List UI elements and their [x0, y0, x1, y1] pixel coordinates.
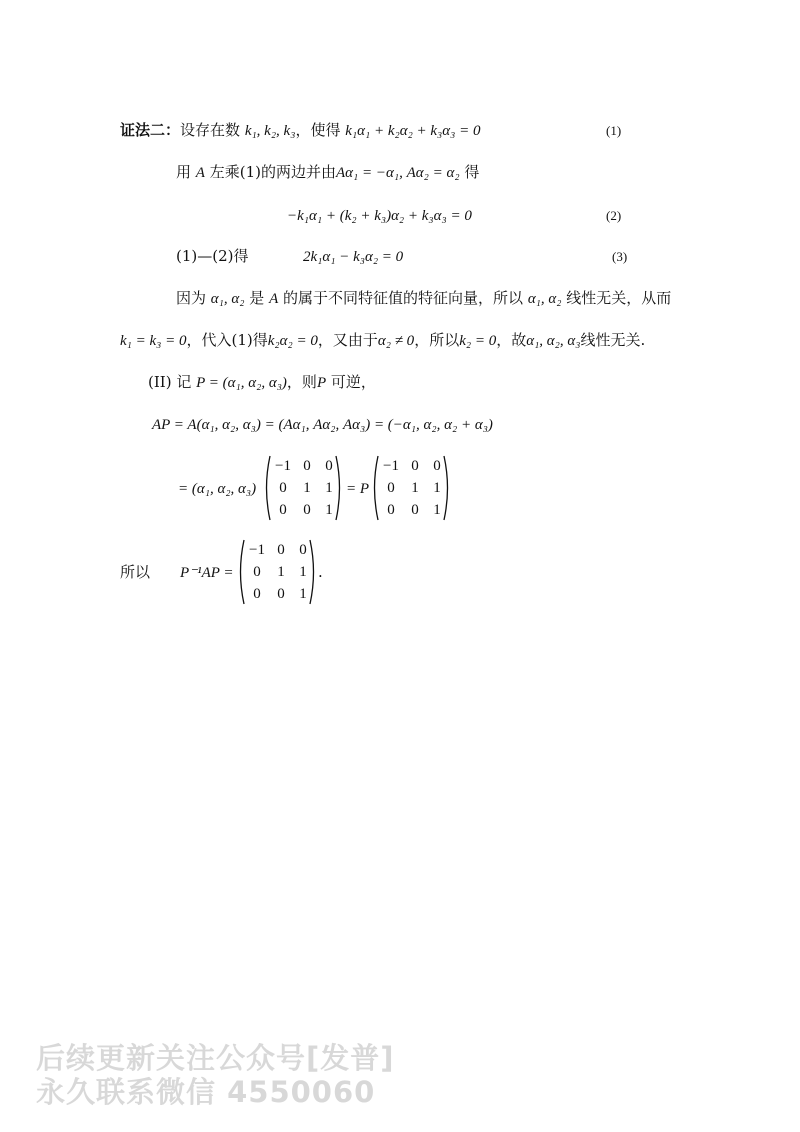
math: P: [316, 375, 327, 391]
matrix-cell: 1: [303, 480, 311, 496]
text: ，则: [286, 373, 317, 391]
so-label: 所以: [120, 563, 151, 581]
math: α₂ ≠ 0: [377, 333, 415, 349]
matrix-cell: 1: [277, 564, 285, 580]
matrix-1-cells: [270, 455, 340, 521]
ap-equation: [152, 414, 493, 435]
text: 左乘(1)的两边并由: [209, 163, 336, 181]
proof-line-5: [120, 330, 645, 351]
matrix-cell: 1: [325, 502, 333, 518]
final-period: .: [318, 563, 323, 581]
part-2-line: [148, 372, 376, 393]
math: Aα₁ = −α₁, Aα₂ = α₂: [336, 165, 460, 181]
math: k₁α₁ + k₂α₂ + k₃α₃ = 0: [345, 123, 481, 139]
matrix-cell: 1: [299, 586, 307, 602]
equation-2: [287, 205, 472, 226]
text: 可逆，: [330, 373, 376, 391]
math: k₂ = 0: [459, 333, 497, 349]
matrix-2: [370, 454, 452, 522]
matrix-cell: 0: [303, 458, 311, 474]
math: 2k₁α₁ − k₃α₂ = 0: [303, 249, 404, 265]
eq-mid: [346, 478, 369, 499]
matrix-cell: 0: [411, 458, 419, 474]
math: k₁ = k₃ = 0: [120, 333, 187, 349]
text: 是: [249, 289, 265, 307]
matrix-cell: 0: [325, 458, 333, 474]
watermark-line-2: 永久联系微信 4550060: [36, 1075, 376, 1109]
text: ，使得: [295, 121, 341, 139]
math: P⁻¹AP =: [180, 565, 234, 581]
math: k₂α₂ = 0: [267, 333, 318, 349]
matrix-cell: 0: [279, 502, 287, 518]
matrix-cell: 1: [433, 480, 441, 496]
text: ，所以: [414, 331, 460, 349]
text: 线性无关，从而: [566, 289, 672, 307]
text: 得: [464, 163, 480, 181]
equation-number-3: (3): [612, 249, 628, 264]
text: 设存在数: [180, 121, 241, 139]
math: α₁, α₂: [210, 291, 245, 307]
matrix-cell: 0: [253, 564, 261, 580]
matrix-cell: 1: [325, 480, 333, 496]
matrix-3: [236, 538, 318, 606]
matrix-cell: 0: [299, 542, 307, 558]
math: A: [195, 165, 205, 181]
matrix-2-cells: [378, 455, 448, 521]
matrix-cell: 0: [277, 542, 285, 558]
math: = P: [346, 481, 370, 497]
math: A: [269, 291, 279, 307]
proof-heading: 证法二：: [120, 121, 181, 139]
text: ，又由于: [317, 331, 378, 349]
matrix-cell: 0: [387, 502, 395, 518]
text: 的属于不同特征值的特征向量，所以: [283, 289, 524, 307]
text: 线性无关.: [580, 331, 646, 349]
equation-number-1: (1): [606, 123, 622, 138]
math: α₁, α₂, α₃: [526, 333, 581, 349]
text: 用: [176, 163, 192, 181]
proof-line-2: [176, 162, 479, 183]
text: ，代入(1)得: [186, 331, 268, 349]
text: 因为: [176, 289, 207, 307]
text: 记: [176, 373, 192, 391]
math: k₁, k₂, k₃: [244, 123, 296, 139]
matrix-cell: 1: [411, 480, 419, 496]
matrix-cell: 0: [387, 480, 395, 496]
matrix-cell: 1: [299, 564, 307, 580]
matrix-3-cells: [244, 539, 314, 605]
proof-line-4: [176, 288, 671, 309]
matrix-cell: 0: [433, 458, 441, 474]
math: = (α₁, α₂, α₃): [178, 481, 257, 497]
matrix-cell: −1: [249, 542, 265, 558]
math: AP = A(α₁, α₂, α₃) = (Aα₁, Aα₂, Aα₃) = (−α₁, α₂, α₂ + α₃): [152, 417, 493, 433]
equation-3: [303, 246, 403, 267]
matrix-cell: −1: [383, 458, 399, 474]
matrix-cell: 0: [253, 586, 261, 602]
final-lhs: [180, 562, 234, 583]
equation-number-2: (2): [606, 208, 622, 223]
matrix-cell: 0: [411, 502, 419, 518]
matrix-cell: −1: [275, 458, 291, 474]
math: α₁, α₂: [527, 291, 562, 307]
matrix-cell: 0: [277, 586, 285, 602]
part-label: (II): [148, 373, 172, 391]
line-3-label: (1)—(2)得: [176, 247, 249, 265]
math: −k₁α₁ + (k₂ + k₃)α₂ + k₃α₃ = 0: [287, 208, 472, 224]
text: ，故: [496, 331, 527, 349]
matrix-cell: 1: [433, 502, 441, 518]
watermark-line-1: 后续更新关注公众号[发普]: [36, 1041, 395, 1075]
matrix-1: [262, 454, 344, 522]
matrix-cell: 0: [279, 480, 287, 496]
eq-lead: [178, 478, 256, 499]
math: P = (α₁, α₂, α₃): [196, 375, 287, 391]
proof-line-1: [120, 120, 480, 141]
matrix-cell: 0: [303, 502, 311, 518]
